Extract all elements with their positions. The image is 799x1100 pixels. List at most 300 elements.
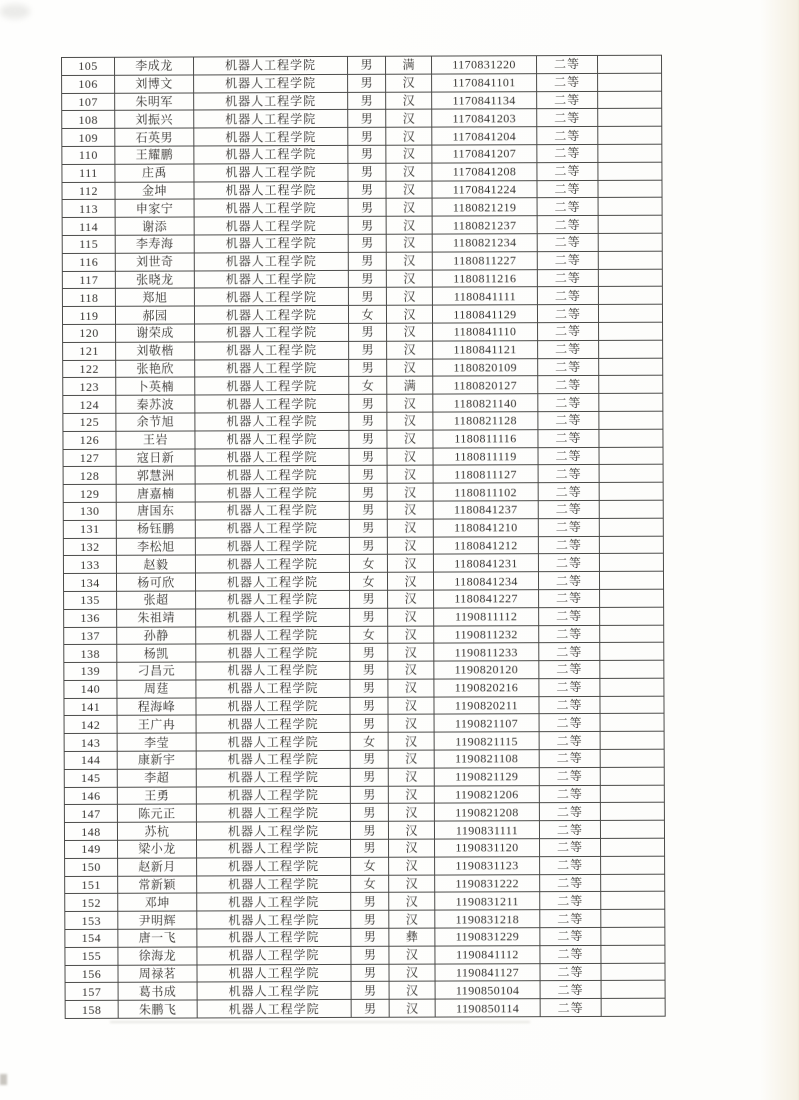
- cell-student-id: 1180841234: [433, 572, 538, 590]
- table-row: [62, 162, 662, 182]
- cell-student-name: 刘世奇: [115, 253, 194, 271]
- cell-college: 机器人工程学院: [195, 430, 349, 448]
- cell-student-id: 1180811119: [433, 447, 538, 465]
- cell-student-name: 刘敬楷: [116, 342, 195, 360]
- cell-student-name: 李莹: [117, 733, 196, 751]
- table-row: [62, 180, 662, 200]
- cell-award-level: 二等: [537, 216, 598, 234]
- scan-smudge-artifact: [0, 4, 30, 19]
- cell-student-name: 王广冉: [117, 715, 196, 733]
- cell-award-level: 二等: [537, 144, 598, 162]
- cell-blank: [600, 660, 664, 678]
- cell-college: 机器人工程学院: [196, 750, 350, 768]
- cell-gender: 男: [349, 341, 387, 359]
- cell-student-id: 1170841134: [432, 91, 537, 109]
- cell-blank: [599, 340, 663, 358]
- cell-college: 机器人工程学院: [196, 626, 350, 644]
- cell-student-name: 刘振兴: [115, 110, 194, 128]
- cell-student-id: 1190821115: [434, 732, 539, 750]
- cell-student-name: 李松旭: [116, 538, 195, 556]
- cell-student-id: 1180811227: [432, 251, 537, 269]
- table-row: [64, 785, 664, 805]
- cell-blank: [598, 180, 662, 198]
- cell-award-level: 二等: [539, 678, 600, 696]
- cell-row-number: 143: [64, 734, 117, 752]
- cell-student-name: 王耀鹏: [115, 146, 194, 164]
- cell-college: 机器人工程学院: [197, 893, 351, 911]
- cell-gender: 男: [350, 822, 388, 840]
- table-row: [63, 411, 663, 431]
- scan-speck-artifact: [0, 1074, 7, 1085]
- cell-gender: 男: [351, 839, 389, 857]
- table-row: [63, 465, 663, 485]
- cell-gender: 男: [350, 661, 388, 679]
- cell-college: 机器人工程学院: [196, 786, 350, 804]
- cell-student-id: 1180811216: [432, 269, 537, 287]
- cell-award-level: 二等: [538, 322, 599, 340]
- table-row: [64, 660, 664, 680]
- cell-student-id: 1180841111: [432, 287, 537, 305]
- cell-college: 机器人工程学院: [196, 733, 350, 751]
- cell-student-id: 1190811112: [434, 607, 539, 625]
- cell-blank: [599, 536, 663, 554]
- cell-blank: [598, 233, 662, 251]
- table-row: [62, 109, 662, 129]
- cell-college: 机器人工程学院: [197, 839, 351, 857]
- roster-table-body: [62, 55, 666, 1018]
- cell-ethnicity: 汉: [389, 893, 435, 911]
- cell-college: 机器人工程学院: [197, 857, 351, 875]
- cell-student-id: 1180821219: [432, 198, 537, 216]
- cell-college: 机器人工程学院: [194, 181, 348, 199]
- cell-row-number: 144: [64, 751, 117, 769]
- cell-student-name: 杨可欣: [116, 573, 195, 591]
- scan-streak-artifact: [110, 1021, 530, 1023]
- cell-ethnicity: 彝: [389, 928, 435, 946]
- cell-row-number: 109: [62, 128, 115, 146]
- cell-blank: [599, 322, 663, 340]
- cell-award-level: 二等: [539, 821, 600, 839]
- cell-student-id: 1180841237: [433, 501, 538, 519]
- cell-ethnicity: 汉: [387, 483, 433, 501]
- cell-gender: 男: [349, 412, 387, 430]
- cell-row-number: 121: [63, 342, 116, 360]
- cell-student-id: 1180841129: [432, 305, 537, 323]
- table-row: [62, 269, 662, 289]
- cell-college: 机器人工程学院: [195, 377, 349, 395]
- cell-ethnicity: 汉: [388, 661, 434, 679]
- cell-ethnicity: 汉: [389, 946, 435, 964]
- cell-row-number: 147: [64, 805, 117, 823]
- cell-award-level: 二等: [537, 251, 598, 269]
- table-row: [62, 55, 662, 75]
- cell-row-number: 115: [62, 235, 115, 253]
- cell-gender: 男: [350, 590, 388, 608]
- cell-award-level: 二等: [539, 714, 600, 732]
- cell-blank: [600, 731, 664, 749]
- cell-blank: [599, 358, 663, 376]
- cell-gender: 男: [348, 127, 386, 145]
- cell-row-number: 132: [63, 538, 116, 556]
- cell-gender: 男: [348, 92, 386, 110]
- cell-student-id: 1180821234: [432, 234, 537, 252]
- cell-ethnicity: 汉: [386, 145, 432, 163]
- cell-blank: [601, 838, 665, 856]
- cell-student-name: 谢添: [115, 217, 194, 235]
- table-row: [63, 393, 663, 413]
- cell-award-level: 二等: [537, 233, 598, 251]
- cell-blank: [598, 215, 662, 233]
- cell-row-number: 113: [62, 200, 115, 218]
- cell-college: 机器人工程学院: [195, 395, 349, 413]
- cell-award-level: 二等: [539, 803, 600, 821]
- table-row: [65, 838, 665, 858]
- cell-row-number: 128: [63, 467, 116, 485]
- cell-award-level: 二等: [538, 358, 599, 376]
- cell-student-name: 唐嘉楠: [116, 484, 195, 502]
- cell-college: 机器人工程学院: [196, 768, 350, 786]
- cell-student-id: 1190831120: [435, 839, 540, 857]
- cell-ethnicity: 汉: [388, 786, 434, 804]
- table-row: [64, 731, 664, 751]
- cell-student-id: 1190821107: [434, 714, 539, 732]
- cell-ethnicity: 汉: [388, 821, 434, 839]
- cell-award-level: 二等: [537, 109, 598, 127]
- cell-student-name: 郭慧洲: [116, 466, 195, 484]
- cell-ethnicity: 汉: [387, 394, 433, 412]
- cell-gender: 男: [349, 483, 387, 501]
- cell-blank: [598, 144, 662, 162]
- cell-award-level: 二等: [540, 874, 601, 892]
- cell-award-level: 二等: [538, 536, 599, 554]
- cell-student-name: 李成龙: [115, 57, 194, 75]
- cell-row-number: 119: [62, 306, 115, 324]
- cell-blank: [598, 269, 662, 287]
- cell-row-number: 146: [64, 787, 117, 805]
- cell-ethnicity: 汉: [388, 732, 434, 750]
- cell-blank: [598, 126, 662, 144]
- cell-student-name: 邓坤: [118, 893, 197, 911]
- cell-row-number: 127: [63, 449, 116, 467]
- cell-row-number: 130: [63, 502, 116, 520]
- cell-student-name: 寇日新: [116, 449, 195, 467]
- cell-student-name: 杨钰鹏: [116, 520, 195, 538]
- cell-award-level: 二等: [538, 500, 599, 518]
- table-row: [65, 874, 665, 894]
- cell-student-name: 王岩: [116, 431, 195, 449]
- cell-gender: 男: [349, 430, 387, 448]
- table-row: [64, 625, 664, 645]
- cell-award-level: 二等: [540, 999, 601, 1017]
- cell-award-level: 二等: [537, 305, 598, 323]
- table-row: [64, 589, 664, 609]
- cell-blank: [599, 571, 663, 589]
- cell-college: 机器人工程学院: [194, 306, 348, 324]
- table-row: [64, 714, 664, 734]
- cell-ethnicity: 汉: [387, 448, 433, 466]
- cell-blank: [598, 287, 662, 305]
- cell-student-id: 1190841112: [435, 946, 540, 964]
- cell-college: 机器人工程学院: [195, 466, 349, 484]
- cell-gender: 男: [349, 519, 387, 537]
- table-row: [63, 358, 663, 378]
- cell-blank: [598, 251, 662, 269]
- cell-student-name: 张晓龙: [115, 271, 194, 289]
- cell-ethnicity: 汉: [387, 412, 433, 430]
- cell-gender: 女: [349, 377, 387, 395]
- cell-college: 机器人工程学院: [195, 537, 349, 555]
- cell-gender: 男: [349, 501, 387, 519]
- cell-ethnicity: 汉: [386, 252, 432, 270]
- table-row: [64, 767, 664, 787]
- cell-ethnicity: 满: [385, 56, 431, 74]
- cell-blank: [598, 198, 662, 216]
- cell-student-id: 1180841121: [433, 340, 538, 358]
- cell-award-level: 二等: [540, 910, 601, 928]
- cell-award-level: 二等: [537, 198, 598, 216]
- cell-row-number: 116: [62, 253, 115, 271]
- table-row: [65, 981, 665, 1001]
- cell-ethnicity: 汉: [389, 999, 435, 1017]
- cell-student-id: 1190821206: [434, 785, 539, 803]
- cell-ethnicity: 汉: [389, 857, 435, 875]
- cell-college: 机器人工程学院: [195, 501, 349, 519]
- cell-blank: [600, 642, 664, 660]
- cell-college: 机器人工程学院: [196, 804, 350, 822]
- cell-gender: 男: [351, 999, 389, 1017]
- cell-college: 机器人工程学院: [197, 982, 351, 1000]
- cell-student-name: 赵新月: [118, 858, 197, 876]
- cell-ethnicity: 汉: [387, 359, 433, 377]
- cell-student-id: 1180841227: [434, 590, 539, 608]
- table-row: [65, 963, 665, 983]
- table-row: [65, 909, 665, 929]
- cell-college: 机器人工程学院: [194, 145, 348, 163]
- cell-student-name: 李寿海: [115, 235, 194, 253]
- cell-student-id: 1190850104: [435, 981, 540, 999]
- cell-award-level: 二等: [537, 91, 598, 109]
- cell-ethnicity: 汉: [388, 643, 434, 661]
- cell-student-name: 卜英楠: [116, 377, 195, 395]
- cell-college: 机器人工程学院: [195, 341, 349, 359]
- table-row: [63, 447, 663, 467]
- table-row: [62, 215, 662, 235]
- cell-college: 机器人工程学院: [194, 270, 348, 288]
- table-row: [64, 607, 664, 627]
- cell-blank: [599, 554, 663, 572]
- table-row: [65, 892, 665, 912]
- cell-blank: [599, 447, 663, 465]
- cell-blank: [601, 856, 665, 874]
- cell-award-level: 二等: [537, 162, 598, 180]
- cell-student-name: 刁昌元: [117, 662, 196, 680]
- cell-blank: [601, 874, 665, 892]
- cell-student-name: 苏杭: [117, 822, 196, 840]
- table-row: [63, 376, 663, 396]
- cell-student-name: 孙静: [117, 626, 196, 644]
- cell-ethnicity: 满: [387, 376, 433, 394]
- cell-blank: [599, 518, 663, 536]
- cell-ethnicity: 汉: [386, 181, 432, 199]
- cell-gender: 男: [351, 928, 389, 946]
- cell-student-name: 周莛: [117, 680, 196, 698]
- cell-blank: [599, 482, 663, 500]
- cell-student-id: 1190820211: [434, 696, 539, 714]
- cell-gender: 女: [351, 875, 389, 893]
- cell-ethnicity: 汉: [386, 270, 432, 288]
- cell-college: 机器人工程学院: [194, 217, 348, 235]
- cell-award-level: 二等: [538, 411, 599, 429]
- cell-student-name: 李超: [117, 769, 196, 787]
- cell-college: 机器人工程学院: [194, 252, 348, 270]
- cell-ethnicity: 汉: [386, 92, 432, 110]
- cell-ethnicity: 汉: [386, 109, 432, 127]
- cell-college: 机器人工程学院: [196, 715, 350, 733]
- cell-ethnicity: 汉: [387, 501, 433, 519]
- cell-student-name: 谢荣成: [116, 324, 195, 342]
- cell-ethnicity: 汉: [388, 697, 434, 715]
- cell-college: 机器人工程学院: [196, 679, 350, 697]
- cell-award-level: 二等: [538, 483, 599, 501]
- table-row: [63, 571, 663, 591]
- cell-gender: 男: [351, 982, 389, 1000]
- cell-award-level: 二等: [540, 981, 601, 999]
- cell-student-id: 1170841204: [432, 127, 537, 145]
- table-row: [62, 287, 662, 307]
- cell-ethnicity: 汉: [386, 305, 432, 323]
- cell-gender: 男: [348, 234, 386, 252]
- cell-student-id: 1190821208: [434, 803, 539, 821]
- cell-student-id: 1180821140: [433, 394, 538, 412]
- cell-blank: [601, 981, 665, 999]
- cell-gender: 男: [348, 181, 386, 199]
- cell-row-number: 153: [65, 912, 118, 930]
- cell-ethnicity: 汉: [389, 875, 435, 893]
- cell-row-number: 112: [62, 182, 115, 200]
- cell-student-name: 康新宇: [117, 751, 196, 769]
- cell-award-level: 二等: [537, 269, 598, 287]
- table-row: [62, 91, 662, 111]
- cell-row-number: 154: [65, 929, 118, 947]
- cell-gender: 男: [348, 252, 386, 270]
- cell-gender: 男: [350, 750, 388, 768]
- cell-row-number: 124: [63, 395, 116, 413]
- cell-student-id: 1190850114: [435, 999, 540, 1017]
- cell-award-level: 二等: [538, 554, 599, 572]
- cell-row-number: 138: [64, 645, 117, 663]
- cell-student-id: 1190831111: [434, 821, 539, 839]
- cell-award-level: 二等: [538, 518, 599, 536]
- cell-ethnicity: 汉: [389, 839, 435, 857]
- cell-gender: 男: [350, 768, 388, 786]
- cell-student-id: 1180841212: [433, 536, 538, 554]
- cell-college: 机器人工程学院: [194, 199, 348, 217]
- cell-student-name: 庄禹: [115, 164, 194, 182]
- cell-student-name: 赵毅: [116, 555, 195, 573]
- cell-gender: 女: [350, 733, 388, 751]
- cell-ethnicity: 汉: [387, 465, 433, 483]
- cell-student-name: 秦苏波: [116, 395, 195, 413]
- cell-gender: 男: [348, 74, 386, 92]
- cell-row-number: 120: [63, 324, 116, 342]
- cell-blank: [600, 714, 664, 732]
- table-row: [63, 482, 663, 502]
- cell-blank: [599, 500, 663, 518]
- table-row: [62, 73, 662, 93]
- cell-college: 机器人工程学院: [197, 1000, 351, 1018]
- cell-row-number: 148: [64, 823, 117, 841]
- table-row: [63, 500, 663, 520]
- cell-row-number: 114: [62, 217, 115, 235]
- cell-award-level: 二等: [537, 287, 598, 305]
- cell-award-level: 二等: [540, 838, 601, 856]
- cell-blank: [598, 91, 662, 109]
- cell-blank: [601, 927, 665, 945]
- cell-college: 机器人工程学院: [195, 448, 349, 466]
- cell-college: 机器人工程学院: [195, 519, 349, 537]
- cell-row-number: 131: [63, 520, 116, 538]
- cell-award-level: 二等: [540, 892, 601, 910]
- cell-gender: 男: [347, 56, 385, 74]
- cell-ethnicity: 汉: [389, 982, 435, 1000]
- cell-blank: [600, 625, 664, 643]
- cell-ethnicity: 汉: [386, 74, 432, 92]
- cell-college: 机器人工程学院: [194, 128, 348, 146]
- cell-college: 机器人工程学院: [196, 644, 350, 662]
- cell-college: 机器人工程学院: [196, 697, 350, 715]
- cell-blank: [599, 429, 663, 447]
- cell-student-id: 1180821128: [433, 412, 538, 430]
- cell-ethnicity: 汉: [387, 323, 433, 341]
- table-row: [64, 803, 664, 823]
- cell-student-id: 1190831211: [435, 892, 540, 910]
- table-row: [64, 678, 664, 698]
- cell-award-level: 二等: [539, 696, 600, 714]
- cell-award-level: 二等: [539, 767, 600, 785]
- cell-college: 机器人工程学院: [197, 964, 351, 982]
- cell-blank: [598, 162, 662, 180]
- cell-award-level: 二等: [537, 73, 598, 91]
- cell-row-number: 129: [63, 484, 116, 502]
- cell-ethnicity: 汉: [388, 768, 434, 786]
- cell-ethnicity: 汉: [388, 679, 434, 697]
- table-row: [62, 304, 662, 324]
- cell-student-id: 1180820127: [433, 376, 538, 394]
- cell-student-id: 1190831123: [435, 857, 540, 875]
- cell-row-number: 106: [62, 75, 115, 93]
- cell-award-level: 二等: [536, 55, 597, 73]
- cell-row-number: 117: [62, 271, 115, 289]
- cell-row-number: 149: [65, 840, 118, 858]
- cell-blank: [601, 963, 665, 981]
- cell-gender: 女: [349, 555, 387, 573]
- cell-award-level: 二等: [539, 750, 600, 768]
- cell-blank: [600, 607, 664, 625]
- cell-ethnicity: 汉: [387, 341, 433, 359]
- cell-gender: 男: [348, 110, 386, 128]
- cell-student-id: 1180841210: [433, 518, 538, 536]
- cell-ethnicity: 汉: [389, 964, 435, 982]
- cell-gender: 男: [351, 946, 389, 964]
- cell-student-name: 徐海龙: [118, 947, 197, 965]
- cell-ethnicity: 汉: [386, 198, 432, 216]
- cell-college: 机器人工程学院: [194, 92, 348, 110]
- cell-gender: 男: [349, 466, 387, 484]
- cell-student-name: 杨凯: [117, 644, 196, 662]
- cell-gender: 男: [350, 644, 388, 662]
- cell-blank: [600, 820, 664, 838]
- cell-row-number: 137: [64, 627, 117, 645]
